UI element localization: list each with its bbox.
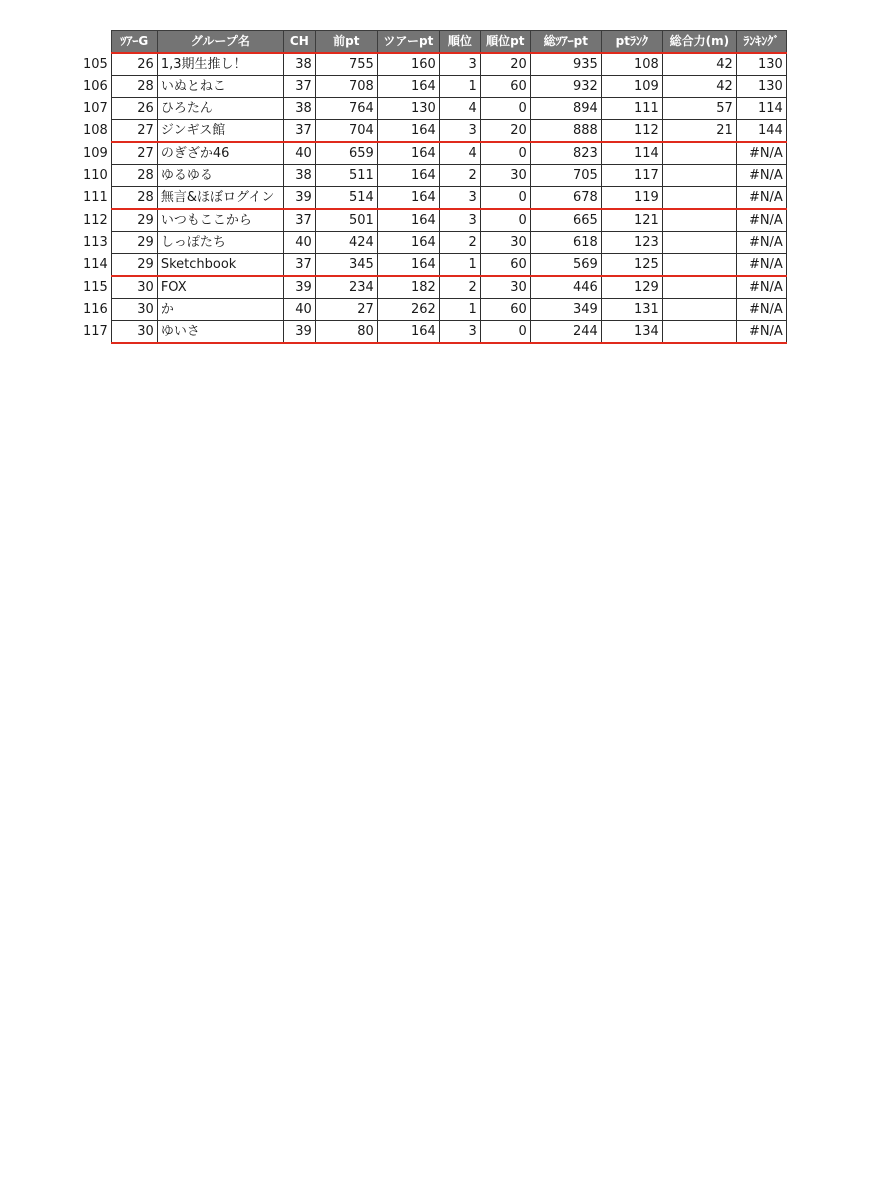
cell-group-name: ゆるゆる [157,165,283,187]
cell-tour-pt: 164 [377,76,439,98]
cell-tour-group: 30 [111,321,157,344]
cell-group-name: 1,3期生推し！ [157,53,283,76]
cell-total-power [662,142,736,165]
row-number: 107 [83,101,108,116]
table-row [80,142,786,165]
corner-cell [80,31,111,54]
table-row [80,276,786,299]
cell-ranking: #N/A [736,209,786,232]
cell-ranking: #N/A [736,165,786,187]
cell-pt-rank: 131 [601,299,662,321]
cell-total-power: 42 [662,76,736,98]
cell-rank: 2 [439,276,480,299]
cell-tour-pt: 164 [377,142,439,165]
cell-total-power: 42 [662,53,736,76]
cell-tour-group: 30 [111,299,157,321]
cell-rank-pt: 60 [480,254,530,277]
cell-tour-group: 29 [111,254,157,277]
table-row [80,232,786,254]
cell-total-tour-pt: 678 [530,187,601,210]
row-number: 111 [83,190,108,206]
table-row [80,165,786,187]
cell-rank-pt: 0 [480,321,530,344]
cell-pt-rank: 108 [601,53,662,76]
cell-rank: 3 [439,209,480,232]
row-number: 112 [83,212,108,228]
table-row [80,321,786,344]
cell-ch: 39 [283,276,315,299]
cell-tour-group: 28 [111,165,157,187]
cell-ch: 37 [283,120,315,143]
cell-tour-group: 28 [111,187,157,210]
header-rank: 順位 [439,31,480,54]
cell-rank-pt: 0 [480,98,530,120]
row-number: 109 [83,145,108,161]
cell-tour-pt: 164 [377,209,439,232]
cell-total-tour-pt: 823 [530,142,601,165]
cell-rank-pt: 60 [480,76,530,98]
cell-rank-pt: 30 [480,232,530,254]
cell-rank: 2 [439,165,480,187]
cell-tour-group: 29 [111,209,157,232]
cell-rank: 3 [439,120,480,143]
cell-tour-pt: 160 [377,53,439,76]
cell-total-tour-pt: 894 [530,98,601,120]
table-row [80,299,786,321]
cell-tour-group: 27 [111,142,157,165]
cell-ch: 40 [283,299,315,321]
cell-pt-rank: 129 [601,276,662,299]
row-number: 105 [83,56,108,72]
cell-pt-rank: 109 [601,76,662,98]
cell-total-tour-pt: 446 [530,276,601,299]
cell-ranking: #N/A [736,142,786,165]
cell-group-name: のぎざか46 [157,142,283,165]
table-row [80,209,786,232]
cell-tour-pt: 262 [377,299,439,321]
cell-total-tour-pt: 932 [530,76,601,98]
cell-rank-pt: 30 [480,165,530,187]
cell-ch: 37 [283,254,315,277]
table-row [80,120,786,143]
cell-group-name: 無言&ほぼログイン [157,187,283,210]
cell-total-power [662,165,736,187]
cell-tour-group: 26 [111,98,157,120]
cell-ch: 38 [283,98,315,120]
cell-rank-pt: 0 [480,209,530,232]
table-row [80,187,786,210]
cell-prev-pt: 424 [315,232,377,254]
table-row [80,98,786,120]
row-number: 113 [83,235,108,250]
cell-ch: 40 [283,142,315,165]
cell-group-name: か [157,299,283,321]
row-number: 117 [83,324,108,340]
cell-rank: 2 [439,232,480,254]
cell-rank-pt: 20 [480,53,530,76]
cell-ch: 39 [283,321,315,344]
header-ranking: ﾗﾝｷﾝｸﾞ [736,31,786,54]
cell-total-tour-pt: 244 [530,321,601,344]
cell-prev-pt: 27 [315,299,377,321]
cell-rank-pt: 0 [480,187,530,210]
cell-group-name: いぬとねこ [157,76,283,98]
cell-total-tour-pt: 349 [530,299,601,321]
cell-tour-group: 30 [111,276,157,299]
cell-tour-group: 29 [111,232,157,254]
cell-group-name: FOX [157,276,283,299]
row-number: 116 [83,302,108,317]
cell-rank-pt: 30 [480,276,530,299]
cell-prev-pt: 511 [315,165,377,187]
cell-tour-pt: 164 [377,232,439,254]
cell-prev-pt: 764 [315,98,377,120]
cell-tour-pt: 164 [377,165,439,187]
header-tour-group: ﾂｱｰG [111,31,157,54]
cell-prev-pt: 755 [315,53,377,76]
cell-ch: 38 [283,165,315,187]
header-ch: CH [283,31,315,54]
cell-ch: 37 [283,209,315,232]
cell-group-name: Sketchbook [157,254,283,277]
cell-prev-pt: 708 [315,76,377,98]
cell-pt-rank: 114 [601,142,662,165]
cell-prev-pt: 345 [315,254,377,277]
cell-prev-pt: 234 [315,276,377,299]
cell-ranking: #N/A [736,299,786,321]
table-row [80,76,786,98]
cell-pt-rank: 123 [601,232,662,254]
cell-total-tour-pt: 569 [530,254,601,277]
cell-ch: 40 [283,232,315,254]
header-pt-rank: ptﾗﾝｸ [601,31,662,54]
cell-tour-pt: 164 [377,187,439,210]
cell-prev-pt: 659 [315,142,377,165]
cell-pt-rank: 119 [601,187,662,210]
cell-group-name: しっぽたち [157,232,283,254]
cell-ranking: 114 [736,98,786,120]
cell-total-tour-pt: 618 [530,232,601,254]
cell-pt-rank: 117 [601,165,662,187]
cell-total-tour-pt: 705 [530,165,601,187]
cell-tour-group: 26 [111,53,157,76]
cell-pt-rank: 112 [601,120,662,143]
cell-total-power [662,299,736,321]
cell-tour-group: 27 [111,120,157,143]
cell-total-tour-pt: 935 [530,53,601,76]
cell-ch: 39 [283,187,315,210]
cell-rank: 1 [439,299,480,321]
row-number: 108 [83,123,108,139]
cell-ranking: 130 [736,76,786,98]
cell-rank-pt: 0 [480,142,530,165]
cell-total-power [662,276,736,299]
cell-tour-pt: 182 [377,276,439,299]
cell-rank: 4 [439,142,480,165]
cell-total-tour-pt: 888 [530,120,601,143]
cell-pt-rank: 125 [601,254,662,277]
table-row [80,53,786,76]
row-number: 114 [83,257,108,273]
cell-rank: 1 [439,254,480,277]
cell-ranking: 144 [736,120,786,143]
cell-tour-group: 28 [111,76,157,98]
cell-rank: 3 [439,53,480,76]
cell-ranking: 130 [736,53,786,76]
cell-total-power: 21 [662,120,736,143]
cell-group-name: ゆいさ [157,321,283,344]
cell-prev-pt: 501 [315,209,377,232]
cell-group-name: いつもここから [157,209,283,232]
cell-group-name: ひろたん [157,98,283,120]
header-row [80,31,786,54]
cell-rank-pt: 60 [480,299,530,321]
cell-rank-pt: 20 [480,120,530,143]
cell-total-tour-pt: 665 [530,209,601,232]
header-rank-pt: 順位pt [480,31,530,54]
cell-ranking: #N/A [736,254,786,277]
header-group-name: グループ名 [157,31,283,54]
cell-ch: 37 [283,76,315,98]
cell-ranking: #N/A [736,276,786,299]
cell-prev-pt: 704 [315,120,377,143]
cell-total-power [662,232,736,254]
cell-total-power [662,187,736,210]
cell-tour-pt: 130 [377,98,439,120]
cell-total-power [662,254,736,277]
cell-total-power [662,321,736,344]
cell-tour-pt: 164 [377,254,439,277]
cell-pt-rank: 121 [601,209,662,232]
cell-pt-rank: 111 [601,98,662,120]
cell-pt-rank: 134 [601,321,662,344]
cell-ch: 38 [283,53,315,76]
cell-ranking: #N/A [736,232,786,254]
row-number: 110 [83,168,108,183]
table-row [80,254,786,277]
row-number: 115 [83,279,108,295]
cell-group-name: ジンギス館 [157,120,283,143]
cell-prev-pt: 514 [315,187,377,210]
header-total-power: 総合力(m) [662,31,736,54]
cell-prev-pt: 80 [315,321,377,344]
cell-rank: 1 [439,76,480,98]
ranking-table [80,30,787,344]
header-total-tour-pt: 総ﾂｱｰpt [530,31,601,54]
cell-ranking: #N/A [736,321,786,344]
cell-total-power [662,209,736,232]
header-tour-pt: ツアーpt [377,31,439,54]
cell-rank: 4 [439,98,480,120]
cell-tour-pt: 164 [377,120,439,143]
table-body [80,53,786,343]
row-number: 106 [83,79,108,94]
cell-rank: 3 [439,321,480,344]
cell-total-power: 57 [662,98,736,120]
cell-tour-pt: 164 [377,321,439,344]
header-prev-pt: 前pt [315,31,377,54]
cell-rank: 3 [439,187,480,210]
cell-ranking: #N/A [736,187,786,210]
